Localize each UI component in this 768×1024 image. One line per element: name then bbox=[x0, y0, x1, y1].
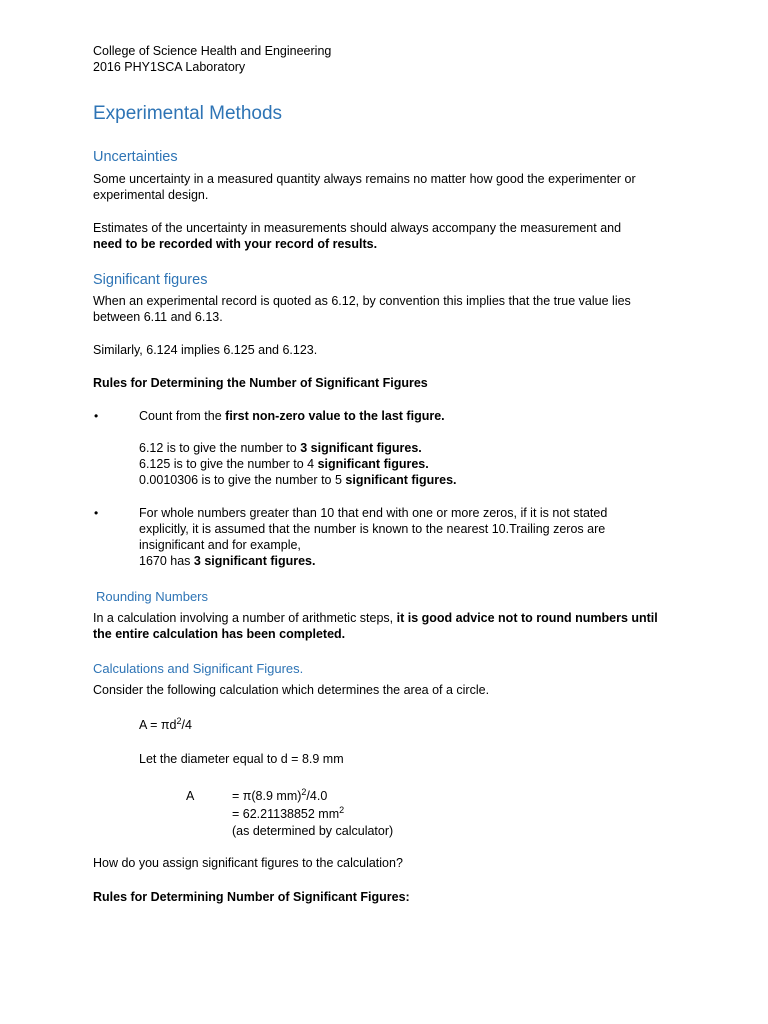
bullet-item-1-emphasis: first non-zero value to the last figure. bbox=[225, 409, 445, 423]
area-formula-exponent: 2 bbox=[176, 716, 182, 726]
diameter-statement: Let the diameter equal to d = 8.9 mm bbox=[139, 752, 344, 766]
rounding-line-1-emphasis: it is good advice not to round numbers until bbox=[396, 611, 658, 625]
example-line-1-text: 6.12 is to give the number to bbox=[139, 441, 301, 455]
uncertainties-paragraph-2-line-2 bbox=[93, 236, 377, 252]
heading-uncertainties: Uncertainties bbox=[93, 149, 178, 165]
calculation-step-2 bbox=[232, 806, 344, 822]
area-formula-base: A = πd bbox=[139, 718, 177, 732]
area-formula-divisor: /4 bbox=[181, 718, 192, 732]
calculations-rules-heading bbox=[93, 889, 410, 905]
sigfigs-paragraph-2: Similarly, 6.124 implies 6.125 and 6.123. bbox=[93, 343, 318, 357]
sigfigs-paragraph-1-line-2: between 6.11 and 6.13. bbox=[93, 310, 223, 324]
sigfigs-rules-heading bbox=[93, 375, 428, 391]
calculation-label-a: A bbox=[186, 789, 195, 803]
calculations-rules-heading-text: Rules for Determining Number of Significant Figures: bbox=[93, 890, 410, 904]
sigfigs-rules-heading-text: Rules for Determining the Number of Significant Figures bbox=[93, 376, 428, 390]
bullet-marker-2: • bbox=[94, 506, 99, 520]
rounding-line-2 bbox=[93, 626, 345, 642]
calculation-step-2-value: = 62.21138852 mm bbox=[232, 807, 340, 821]
uncertainties-paragraph-1-line-2: experimental design. bbox=[93, 188, 209, 202]
example-line-2-text: 6.125 is to give the number to 4 bbox=[139, 457, 318, 471]
example-line-2 bbox=[139, 456, 429, 472]
uncertainties-emphasis: need to be recorded with your record of results. bbox=[93, 237, 378, 251]
heading-calculations: Calculations and Significant Figures. bbox=[93, 661, 304, 676]
calculation-step-1 bbox=[232, 788, 327, 804]
calculation-step-3: (as determined by calculator) bbox=[232, 824, 394, 838]
header-institution: College of Science Health and Engineering bbox=[93, 44, 332, 58]
header-course: 2016 PHY1SCA Laboratory bbox=[93, 60, 246, 74]
uncertainties-paragraph-1-line-1: Some uncertainty in a measured quantity always remains no matter how good the experimenter or bbox=[93, 172, 636, 186]
bullet-item-2-line-2: explicitly, it is assumed that the number is known to the nearest 10.Trailing zeros are bbox=[139, 522, 606, 536]
bullet-item-2-line-4 bbox=[139, 553, 315, 569]
example-line-1-emphasis: 3 significant figures. bbox=[300, 441, 422, 455]
rounding-line-2-emphasis: the entire calculation has been completed. bbox=[93, 627, 346, 641]
bullet-item-1 bbox=[139, 408, 445, 424]
calculations-question: How do you assign significant figures to the calculation? bbox=[93, 856, 403, 870]
sigfigs-paragraph-1-line-1: When an experimental record is quoted as 6.12, by convention this implies that the true value lies bbox=[93, 294, 631, 308]
uncertainties-paragraph-2-line-1: Estimates of the uncertainty in measurements should always accompany the measurement and bbox=[93, 221, 622, 235]
area-formula bbox=[139, 717, 192, 733]
document-title: Experimental Methods bbox=[93, 103, 283, 124]
calculations-intro: Consider the following calculation which determines the area of a circle. bbox=[93, 683, 490, 697]
bullet-item-2-line-4-emphasis: 3 significant figures. bbox=[193, 554, 316, 568]
rounding-line-1 bbox=[93, 610, 658, 626]
bullet-item-2-line-4-text: 1670 has bbox=[139, 554, 194, 568]
bullet-marker-1: • bbox=[94, 409, 99, 423]
bullet-item-2-line-3: insignificant and for example, bbox=[139, 538, 301, 552]
calculation-step-1-divisor: /4.0 bbox=[306, 789, 328, 803]
example-line-2-emphasis: significant figures. bbox=[317, 457, 429, 471]
bullet-item-2-line-1: For whole numbers greater than 10 that end with one or more zeros, if it is not stated bbox=[139, 506, 608, 520]
calculation-step-1-exponent: 2 bbox=[301, 787, 307, 797]
rounding-line-1-text: In a calculation involving a number of arithmetic steps, bbox=[93, 611, 397, 625]
heading-rounding-numbers: Rounding Numbers bbox=[96, 589, 209, 604]
heading-significant-figures: Significant figures bbox=[93, 272, 208, 288]
example-line-3-emphasis: significant figures. bbox=[345, 473, 457, 487]
calculation-step-1-base: = π(8.9 mm) bbox=[232, 789, 302, 803]
example-line-3-text: 0.0010306 is to give the number to 5 bbox=[139, 473, 346, 487]
bullet-item-1-text: Count from the bbox=[139, 409, 226, 423]
calculation-step-2-exponent: 2 bbox=[339, 805, 345, 815]
example-line-1 bbox=[139, 440, 422, 456]
example-line-3 bbox=[139, 472, 457, 488]
